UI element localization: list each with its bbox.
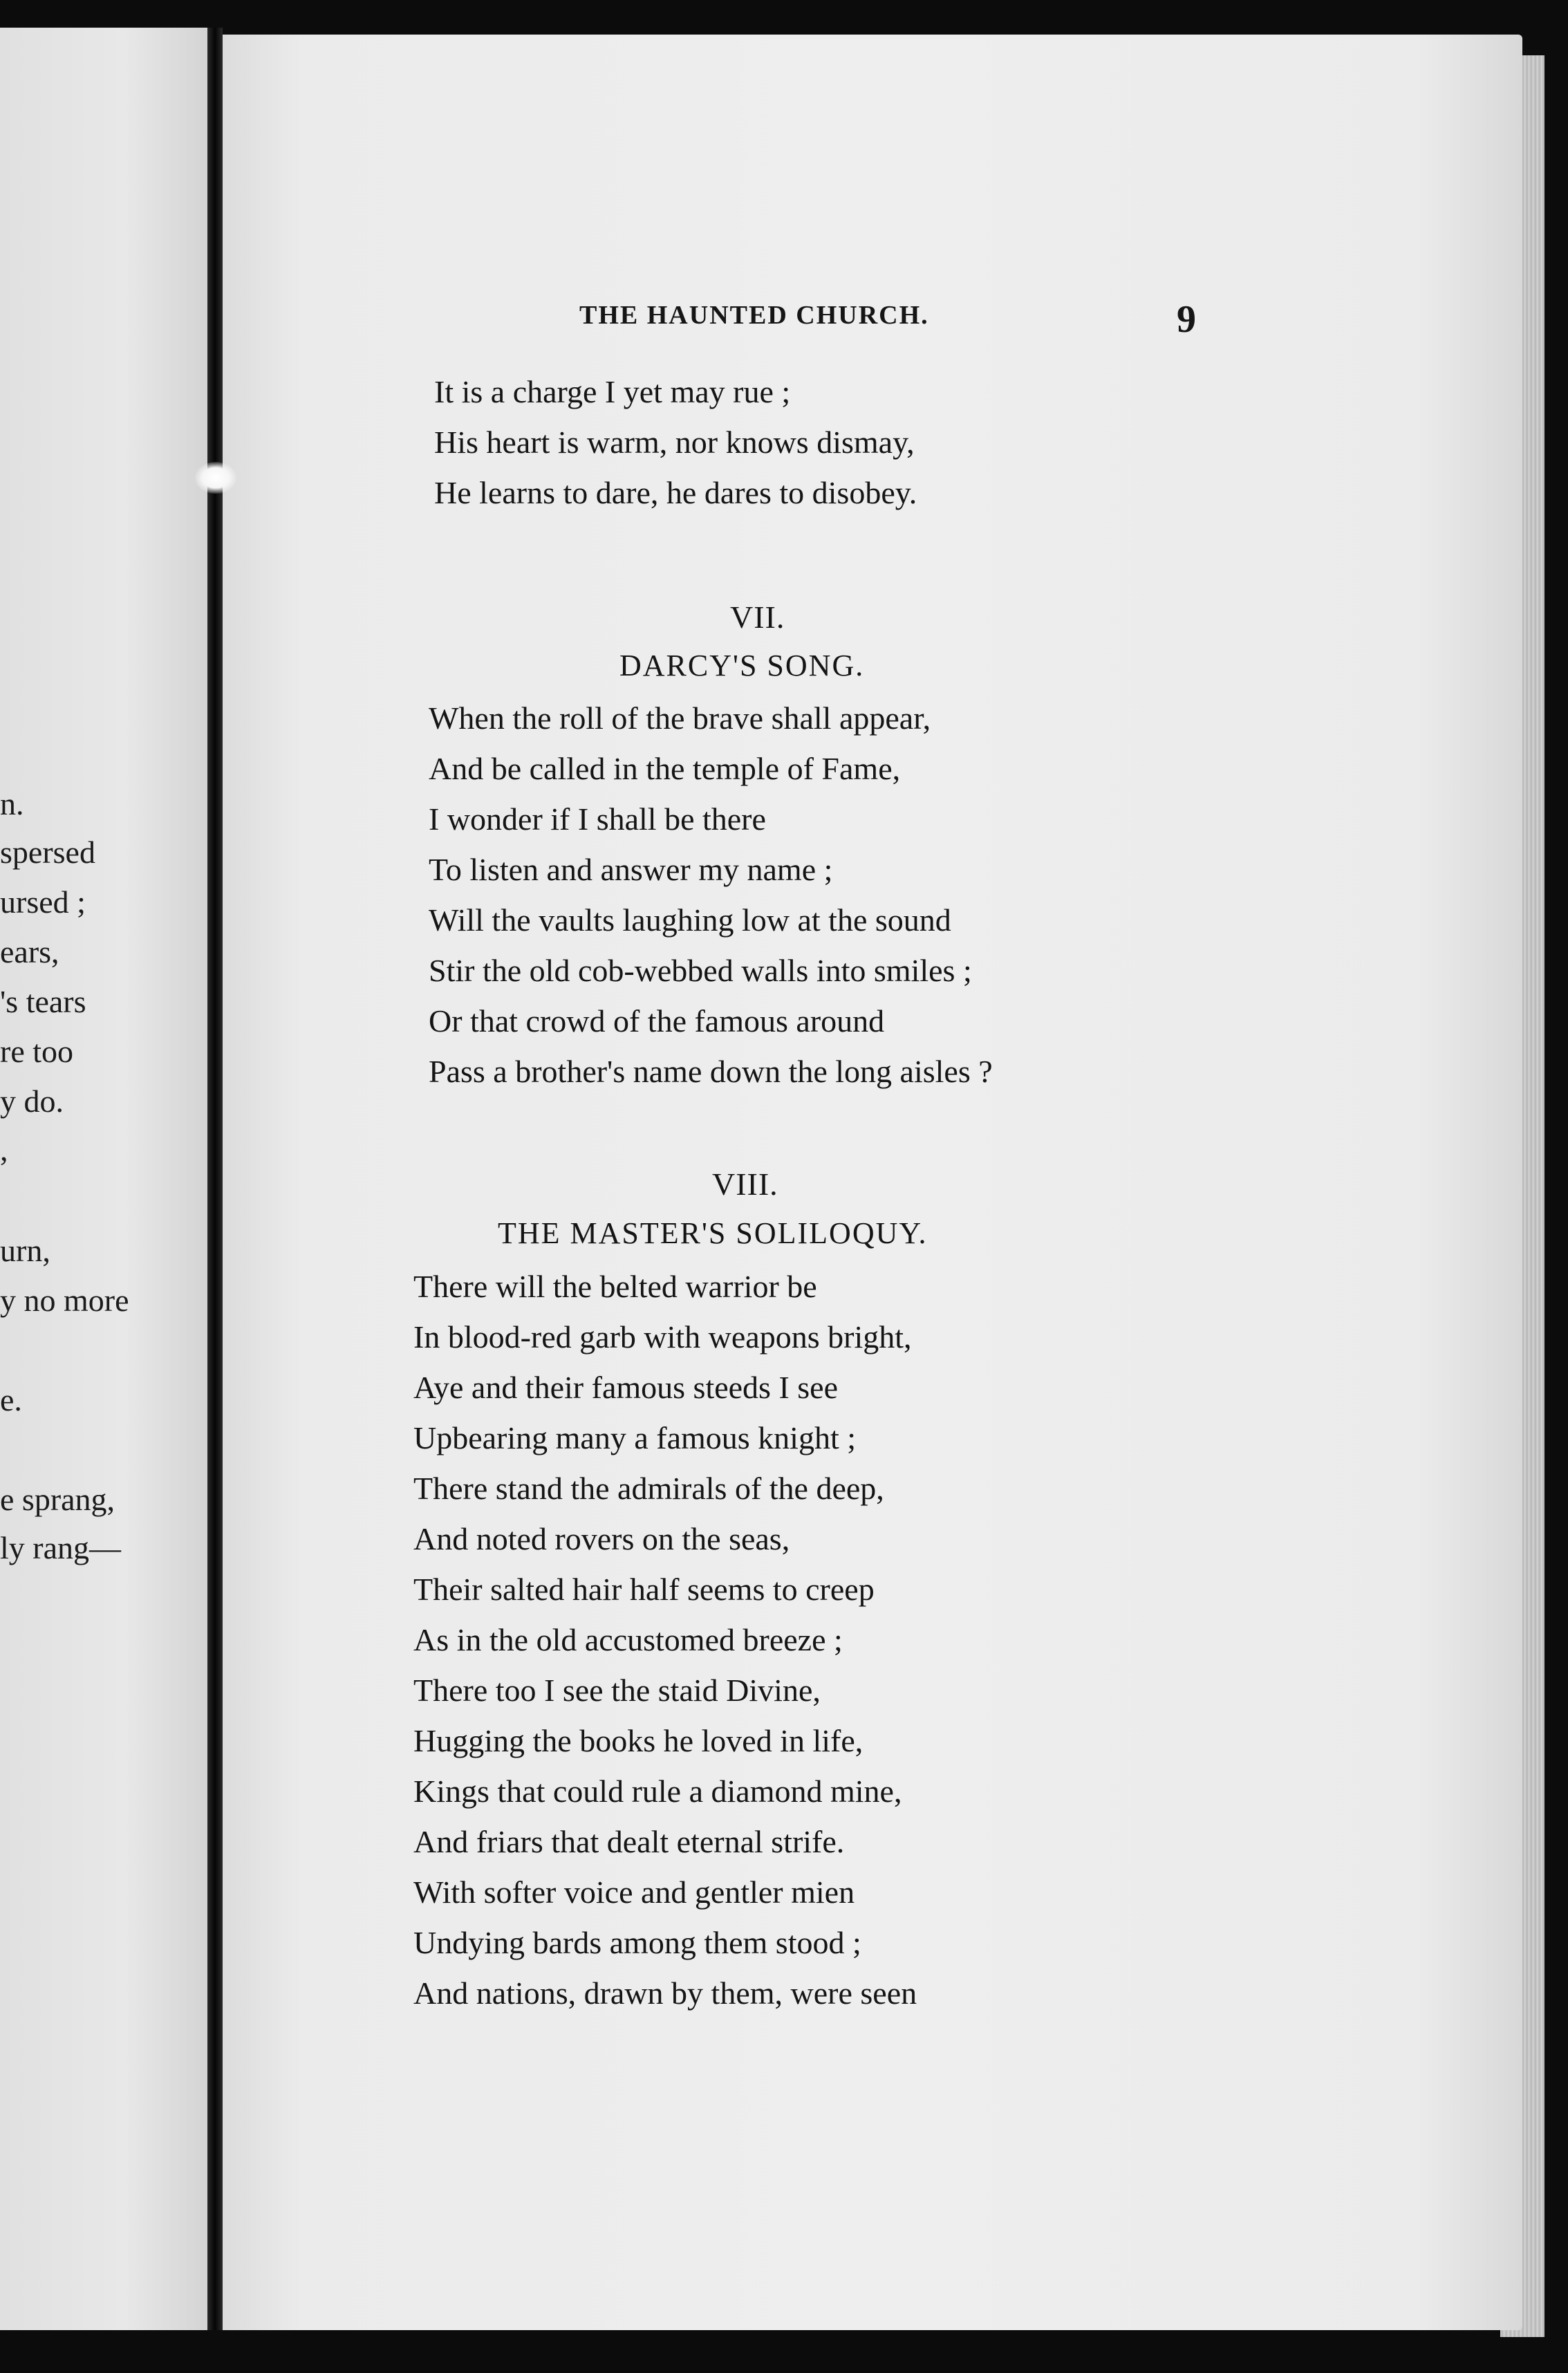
left-page-fragment: spersed <box>0 835 95 870</box>
poem-line: Will the vaults laughing low at the sound <box>429 902 951 938</box>
masters-soliloquy-stanza <box>413 1261 917 2018</box>
book-gutter <box>207 28 223 2330</box>
left-page-fragment: re too <box>0 1034 74 1069</box>
poem-line: I wonder if I shall be there <box>429 801 766 837</box>
poem-line: There stand the admirals of the deep, <box>413 1471 884 1506</box>
poem-line: And be called in the temple of Fame, <box>429 751 901 786</box>
left-page-fragment: e sprang, <box>0 1482 115 1517</box>
page-number: 9 <box>1177 298 1196 341</box>
darcys-song-stanza <box>429 693 993 1097</box>
section-title: THE MASTER'S SOLILOQUY. <box>498 1216 928 1250</box>
poem-line: In blood-red garb with weapons bright, <box>413 1319 912 1355</box>
section-numeral: VIII. <box>712 1166 778 1202</box>
left-page-fragment: 's tears <box>0 984 86 1019</box>
poem-line: And friars that dealt eternal strife. <box>413 1824 845 1859</box>
poem-line: Pass a brother's name down the long aisles ? <box>429 1054 993 1089</box>
running-title: THE HAUNTED CHURCH. <box>579 301 929 330</box>
poem-line: Undying bards among them stood ; <box>413 1925 861 1960</box>
poem-line: Their salted hair half seems to creep <box>413 1572 875 1607</box>
poem-line: With softer voice and gentler mien <box>413 1874 855 1910</box>
left-page-fragment: n. <box>0 786 24 821</box>
left-page-fragment: e. <box>0 1382 22 1417</box>
poem-line: It is a charge I yet may rue ; <box>434 374 791 409</box>
opening-stanza <box>434 366 917 518</box>
poem-line: Stir the old cob-webbed walls into smiles ; <box>429 953 972 988</box>
poem-line: Or that crowd of the famous around <box>429 1003 885 1039</box>
left-page-fragment: y do. <box>0 1083 64 1119</box>
poem-line: When the roll of the brave shall appear, <box>429 700 931 736</box>
section-numeral: VII. <box>730 599 785 635</box>
poem-line: Hugging the books he loved in life, <box>413 1723 864 1758</box>
left-page-fragment: urn, <box>0 1233 50 1268</box>
left-page-fragment: y no more <box>0 1283 129 1318</box>
poem-line: There will the belted warrior be <box>413 1269 817 1304</box>
poem-line: Upbearing many a famous knight ; <box>413 1420 857 1455</box>
poem-line: And noted rovers on the seas, <box>413 1521 790 1556</box>
left-page-fragment: ursed ; <box>0 884 86 920</box>
left-page-fragment: ly rang— <box>0 1530 122 1565</box>
section-title: DARCY'S SONG. <box>619 649 865 682</box>
poem-line: Kings that could rule a diamond mine, <box>413 1774 902 1809</box>
poem-line: There too I see the staid Divine, <box>413 1673 821 1708</box>
poem-line: His heart is warm, nor knows dismay, <box>434 425 915 460</box>
paper-smudge <box>195 462 236 494</box>
left-page <box>0 28 207 2330</box>
poem-line: To listen and answer my name ; <box>429 852 833 887</box>
left-page-fragment: ears, <box>0 934 59 969</box>
poem-line: As in the old accustomed breeze ; <box>413 1622 843 1657</box>
left-page-fragment: , <box>0 1132 8 1167</box>
poem-line: He learns to dare, he dares to disobey. <box>434 475 917 510</box>
poem-line: And nations, drawn by them, were seen <box>413 1975 917 2011</box>
poem-line: Aye and their famous steeds I see <box>413 1370 839 1405</box>
